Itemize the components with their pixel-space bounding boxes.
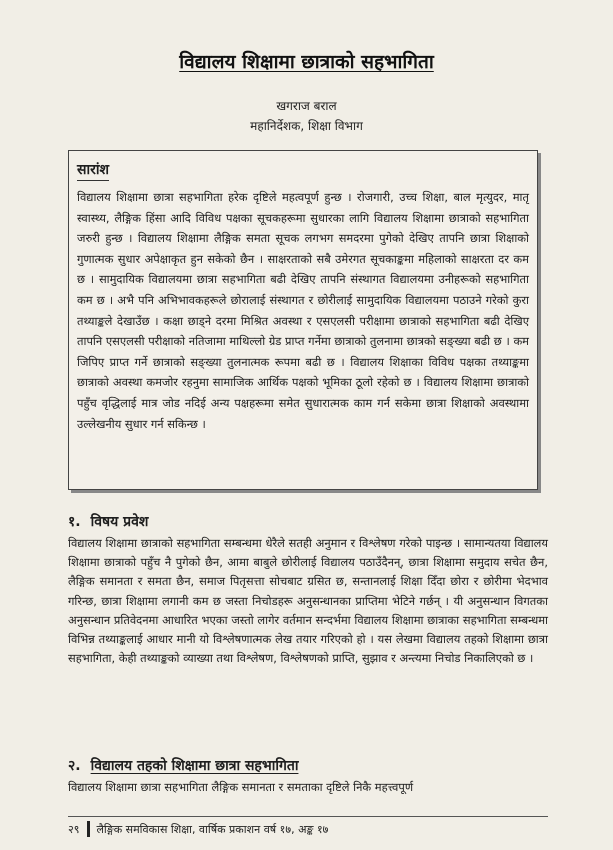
abstract-heading: सारांश <box>77 160 109 181</box>
abstract-text: विद्यालय शिक्षामा छात्रा सहभागिता हरेक दृष्टिले महत्वपूर्ण हुन्छ । रोजगारी, उच्च शिक्षा, बाल मृत्युदर, मातृ स्वास्थ्य, लैङ्गिक हिंसा आदि विविध पक्षका सूचकहरूमा सुधारका लागि विद्यालय शिक्षामा छात्राको सहभागिता जरुरी हुन्छ । विद्यालय शिक्षामा लैङ्गिक समता सूचक लगभग समदरमा पुगेको देखिए तापनि छात्रा शिक्षाको गुणात्मक सुधार अपेक्षाकृत हुन सकेको छैन । साक्षरताको सबै उमेरगत सूचकाङ्कमा महिलाको साक्षरता दर कम छ । सामुदायिक विद्यालयमा छात्रा सहभागिता बढी देखिए तापनि संस्थागत विद्यालयमा उनीहरूको सहभागिता कम छ । अभै पनि अभिभावकहरूले छोरालाई संस्थागत र छोरीलाई सामुदायिक विद्यालयमा पठाउने गरेको कुरा तथ्याङ्कले देखाउँछ । कक्षा छाड्ने दरमा मिश्रित अवस्था र एसएलसी परीक्षामा छात्राको सहभागिता बढी देखिए तापनि एसएलसी परीक्षाको नतिजामा माथिल्लो ग्रेड प्राप्त गर्नेमा छात्राको तुलनामा छात्रको सङ्ख्या बढी छ । कम जिपिए प्राप्त गर्ने छात्राको सङ्ख्या तुलनात्मक रूपमा बढी छ । विद्यालय शिक्षाका विविध पक्षका तथ्याङ्कमा छात्राको अवस्था कमजोर रहनुमा सामाजिक आर्थिक पक्षको भूमिका ठूलो रहेको छ । विद्यालय शिक्षामा छात्राको पहुँच वृद्धिलाई मात्र जोड नदिई अन्य पक्षहरूमा समेत सुधारात्मक काम गर्न सकेमा छात्रा शिक्षाको अवस्थामा उल्लेखनीय सुधार गर्न सकिन्छ । <box>77 190 529 431</box>
abstract-box <box>68 150 538 490</box>
article-title: विद्यालय शिक्षामा छात्राको सहभागिता <box>179 51 434 73</box>
page-number: २९ <box>68 822 80 836</box>
section-2-title: विद्यालय तहको शिक्षामा छात्रा सहभागिता <box>90 758 299 774</box>
section-1-text: विद्यालय शिक्षामा छात्राको सहभागिता सम्बन्धमा धेरैले सतही अनुमान र विश्लेषण गरेको पाइन्छ । सामान्यतया विद्यालय शिक्षामा छात्राको पहुँच नै पुगेको छैन, आमा बाबुले छोरीलाई विद्यालय पठाउँदैनन्, छात्रा शिक्षामा समुदाय सचेत छैन, लैङ्गिक समानता र समता छैन, समाज पितृसत्ता सोचबाट ग्रसित छ, सन्तानलाई शिक्षा दिँदा छोरा र छोरीमा भेदभाव गरिन्छ, छात्रा शिक्षामा लगानी कम छ जस्ता निचोडहरू अनुसन्धानका प्राप्तिमा भेटिने गर्छन् । यी अनुसन्धान विगतका अनुसन्धान प्रतिवेदनमा आधारित भएका जस्तो लागेर वर्तमान सन्दर्भमा विद्यालय शिक्षामा छात्राका सहभागिता सम्बन्धमा विभिन्न तथ्याङ्कलाई आधार मानी यो विश्लेषणात्मक लेख तयार गरिएको हो । यस लेखमा विद्यालय तहको शिक्षामा छात्रा सहभागिता, केही तथ्याङ्कको व्याख्या तथा विश्लेषण, विश्लेषणको प्राप्ति, सुझाव र अन्त्यमा निचोड निकालिएको छ । <box>68 536 548 666</box>
section-1-heading <box>68 512 148 531</box>
section-2-text: विद्यालय शिक्षामा छात्रा सहभागिता लैङ्गिक समानता र समताका दृष्टिले निकै महत्त्वपूर्ण <box>68 780 414 794</box>
section-2-heading <box>68 756 298 775</box>
section-1-number: १. <box>68 514 81 530</box>
author-block <box>0 96 613 136</box>
publication-info: लैङ्गिक समविकास शिक्षा, वार्षिक प्रकाशन वर्ष १७, अङ्क १७ <box>96 822 329 836</box>
page-footer <box>68 816 548 837</box>
author-name: खगराज बराल <box>276 99 337 113</box>
author-designation: महानिर्देशक, शिक्षा विभाग <box>250 119 363 133</box>
section-2-number: २. <box>68 758 81 774</box>
footer-divider <box>87 821 90 837</box>
section-1-title: विषय प्रवेश <box>90 514 149 530</box>
